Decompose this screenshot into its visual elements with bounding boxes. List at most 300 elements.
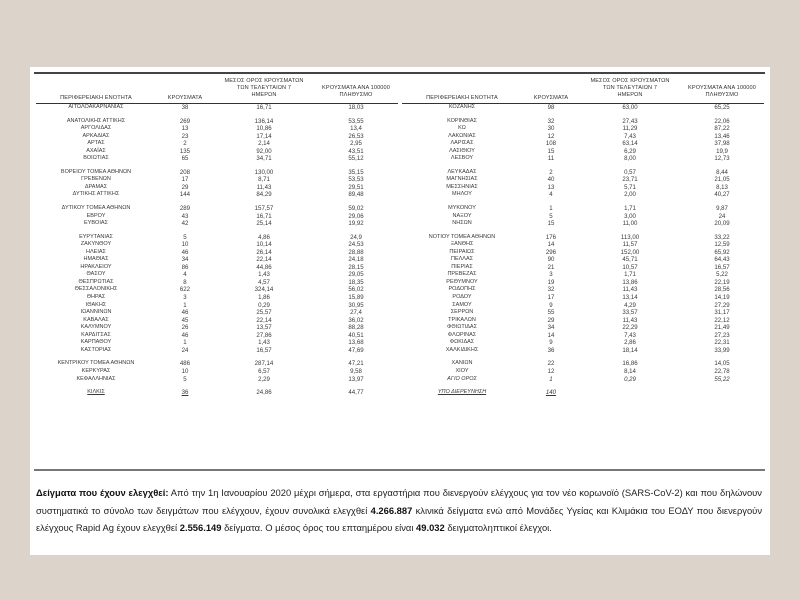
region-cell: ΣΑΜΟΥ	[452, 301, 472, 308]
table-row	[36, 294, 398, 302]
region-cell: ΚΕΡΚΥΡΑΣ	[81, 367, 111, 374]
per100k-cell: 29,05	[348, 271, 364, 279]
table-row	[402, 176, 764, 184]
avg7-cell: 18,14	[622, 346, 638, 354]
table-row	[36, 184, 398, 192]
table-row	[402, 118, 764, 126]
per100k-cell: 19,9	[716, 147, 728, 155]
table-row	[402, 213, 764, 221]
note-part2: κλινικά δείγματα ενώ από Μονάδες Υγείας και Κλιμάκια του ΕΟΔΥ που διενεργούν ελέγχους Rapid Ag έχουν ελεγχθεί	[36, 504, 763, 533]
region-cell: ΦΩΚΙΔΑΣ	[449, 339, 475, 346]
cases-cell: 34	[181, 256, 189, 264]
table-row	[36, 360, 398, 368]
cases-cell: 10	[181, 367, 189, 375]
cases-cell: 140	[545, 389, 557, 397]
region-cell: ΚΟΡΙΝΘΙΑΣ	[447, 117, 477, 124]
per100k-cell: 29,51	[348, 183, 364, 191]
avg7-cell: 10,57	[622, 263, 638, 271]
avg7-cell: 0,29	[258, 301, 270, 309]
table-row	[36, 302, 398, 310]
cases-cell: 30	[547, 125, 555, 133]
avg7-cell: 2,00	[624, 191, 636, 199]
region-cell: ΘΕΣΠΡΩΤΙΑΣ	[78, 278, 114, 285]
table-row	[36, 140, 398, 148]
region-cell: ΝΗΣΩΝ	[452, 220, 472, 227]
table-header	[36, 74, 398, 104]
per100k-cell: 27,4	[350, 309, 362, 317]
cases-cell: 34	[547, 324, 555, 332]
left-table	[36, 74, 398, 397]
region-cell: ΡΟΔΟΠΗΣ	[448, 286, 476, 293]
avg7-cell: 0,57	[624, 168, 636, 176]
region-cell: ΚΑΣΤΟΡΙΑΣ	[80, 346, 112, 353]
avg7-cell: 11,57	[622, 241, 638, 249]
region-cell: ΞΑΝΘΗΣ	[450, 241, 474, 248]
cases-cell: 22	[547, 360, 555, 368]
table-row	[36, 234, 398, 242]
cases-cell: 5	[183, 233, 187, 241]
region-cell: ΚΕΝΤΡΙΚΟΥ ΤΟΜΕΑ ΑΘΗΝΩΝ	[57, 360, 135, 367]
table-row	[36, 309, 398, 317]
per100k-cell: 30,95	[348, 301, 364, 309]
table-row	[402, 104, 764, 112]
table-row	[36, 286, 398, 294]
cases-cell: 1	[549, 375, 553, 383]
avg7-cell: 4,29	[624, 301, 636, 309]
per100k-cell: 28,56	[714, 286, 730, 294]
per100k-cell: 28,15	[348, 263, 364, 271]
region-cell: ΛΑΡΙΣΑΣ	[450, 140, 474, 147]
avg7-cell: 113,00	[620, 233, 640, 241]
table-row	[402, 148, 764, 156]
avg7-cell: 25,14	[256, 220, 272, 228]
region-cell: ΡΟΔΟΥ	[452, 294, 472, 301]
avg7-cell: 11,43	[622, 286, 638, 294]
region-cell: ΓΡΕΒΕΝΩΝ	[81, 176, 111, 183]
cases-cell: 98	[547, 104, 555, 111]
avg7-cell: 17,14	[256, 132, 272, 140]
table-body	[36, 104, 398, 397]
avg7-cell: 324,14	[254, 286, 274, 294]
avg7-cell: 11,00	[622, 220, 638, 228]
table-row	[36, 191, 398, 199]
per100k-cell: 13,68	[348, 339, 364, 347]
cases-cell: 622	[179, 286, 191, 294]
table-row	[402, 264, 764, 272]
avg7-cell: 1,71	[624, 271, 636, 279]
per100k-cell: 64,43	[714, 256, 730, 264]
cases-cell: 9	[549, 301, 553, 309]
table-row	[36, 279, 398, 287]
per100k-cell: 14,05	[714, 360, 730, 368]
cases-cell: 36	[181, 389, 189, 397]
note-lead: Δείγματα που έχουν ελεγχθεί:	[36, 487, 169, 499]
region-cell: ΤΡΙΚΑΛΩΝ	[448, 316, 476, 323]
per100k-cell: 13,4	[350, 125, 362, 133]
cases-cell: 14	[547, 331, 555, 339]
avg7-cell: 6,29	[624, 147, 636, 155]
cases-cell: 4	[183, 271, 187, 279]
avg7-cell: 1,43	[258, 339, 270, 347]
table-row	[402, 220, 764, 228]
avg7-cell: 10,86	[256, 125, 272, 133]
table-row	[36, 317, 398, 325]
note-part1: Από την 1η Ιανουαρίου 2020 μέχρι σήμερα, στα εργαστήρια που διενεργούν ελέγχους για τον νέο κορωνοϊό (SARS-CoV-2) και που δηλώνουν συστηματικά το σύνολο των δειγμάτων που ελέγχουν, έχουν συνολικά ελεγχθεί	[36, 487, 762, 516]
cases-cell: 3	[549, 271, 553, 279]
header-avg7-line2: ΤΩΝ ΤΕΛΕΥΤΑΙΩΝ 7	[602, 85, 658, 92]
region-cell: ΙΘΑΚΗΣ	[85, 301, 107, 308]
table-row	[402, 256, 764, 264]
cases-cell: 55	[547, 309, 555, 317]
region-cell: ΚΙΛΚΙΣ	[87, 389, 105, 396]
region-cell: ΛΑΣΙΘΙΟΥ	[449, 147, 475, 154]
avg7-cell: 6,57	[258, 367, 270, 375]
per100k-cell: 89,48	[348, 191, 364, 199]
avg7-cell: 7,43	[624, 132, 636, 140]
document-page	[30, 67, 770, 555]
table-row	[402, 360, 764, 368]
cases-cell: 1	[549, 205, 553, 213]
per100k-cell: 53,55	[348, 117, 364, 125]
per100k-cell: 21,49	[714, 324, 730, 332]
avg7-cell: 136,14	[254, 117, 274, 125]
cases-cell: 17	[547, 294, 555, 302]
avg7-cell: 16,71	[256, 212, 272, 220]
cases-cell: 135	[179, 147, 191, 155]
cases-cell: 11	[547, 155, 555, 163]
region-cell: ΚΑΛΥΜΝΟΥ	[80, 324, 112, 331]
per100k-cell: 31,17	[714, 309, 730, 317]
avg7-cell: 26,14	[256, 248, 272, 256]
cases-cell: 24	[181, 346, 189, 354]
cases-cell: 36	[547, 346, 555, 354]
per100k-cell: 88,28	[348, 324, 364, 332]
region-cell: ΔΡΑΜΑΣ	[84, 183, 108, 190]
per100k-cell: 22,78	[714, 367, 730, 375]
table-row	[402, 324, 764, 332]
table-row	[36, 118, 398, 126]
region-cell: ΑΡΓΟΛΙΔΑΣ	[80, 125, 112, 132]
table-row	[402, 317, 764, 325]
per100k-cell: 26,53	[348, 132, 364, 140]
table-body	[402, 104, 764, 397]
avg7-cell: 24,86	[256, 389, 272, 397]
avg7-cell: 5,71	[624, 183, 636, 191]
cases-cell: 5	[549, 212, 553, 220]
per100k-cell: 8,13	[716, 183, 728, 191]
per100k-cell: 22,19	[714, 278, 730, 286]
avg7-cell: 1,86	[258, 294, 270, 302]
avg7-cell: 1,43	[258, 271, 270, 279]
header-cases: ΚΡΟΥΣΜΑΤΑ	[167, 94, 203, 101]
avg7-cell: 4,86	[258, 233, 270, 241]
avg7-cell: 22,14	[256, 256, 272, 264]
header-per100k	[314, 85, 398, 99]
per100k-cell: 9,58	[350, 367, 362, 375]
header-avg7	[580, 78, 680, 100]
per100k-cell: 43,51	[348, 147, 364, 155]
region-cell: ΚΟΖΑΝΗΣ	[448, 104, 476, 110]
per100k-cell: 40,27	[714, 191, 730, 199]
avg7-cell: 2,14	[258, 140, 270, 148]
avg7-cell: 11,29	[622, 125, 638, 133]
table-row	[402, 140, 764, 148]
cases-cell: 2	[549, 168, 553, 176]
avg7-cell: 33,57	[622, 309, 638, 317]
table-row	[36, 347, 398, 355]
header-avg7	[214, 78, 314, 100]
region-cell: ΠΕΙΡΑΙΩΣ	[449, 248, 475, 255]
table-row	[402, 205, 764, 213]
region-cell: ΑΡΤΑΣ	[87, 140, 105, 147]
header-cases: ΚΡΟΥΣΜΑΤΑ	[533, 94, 569, 101]
per100k-cell: 13,46	[714, 132, 730, 140]
cases-cell: 12	[547, 367, 555, 375]
avg7-cell: 63,14	[622, 140, 638, 148]
cases-cell: 32	[547, 117, 555, 125]
per100k-cell: 35,15	[348, 168, 364, 176]
region-cell: ΑΙΤΩΛΟΑΚΑΡΝΑΝΙΑΣ	[68, 104, 124, 110]
avg7-cell: 10,14	[256, 241, 272, 249]
cases-cell: 108	[545, 140, 557, 148]
header-avg7-line2: ΤΩΝ ΤΕΛΕΥΤΑΙΩΝ 7	[236, 85, 292, 92]
table-row	[402, 169, 764, 177]
region-cell: ΠΙΕΡΙΑΣ	[451, 263, 473, 270]
per100k-cell: 9,87	[716, 205, 728, 213]
avg7-cell: 0,29	[624, 375, 636, 383]
per100k-cell: 44,77	[348, 389, 364, 397]
avg7-cell: 4,57	[258, 278, 270, 286]
cases-cell: 269	[179, 117, 191, 125]
per100k-cell: 36,02	[348, 316, 364, 324]
region-cell: ΚΩ	[458, 125, 466, 132]
cases-cell: 4	[549, 191, 553, 199]
region-cell: ΖΑΚΥΝΘΟΥ	[80, 241, 112, 248]
cases-cell: 86	[181, 263, 189, 271]
table-row	[402, 184, 764, 192]
table-row	[36, 271, 398, 279]
per100k-cell: 29,06	[348, 212, 364, 220]
avg7-cell: 22,14	[256, 316, 272, 324]
cases-cell: 90	[547, 256, 555, 264]
region-cell: ΛΕΥΚΑΔΑΣ	[447, 168, 477, 175]
per100k-cell: 15,89	[348, 294, 364, 302]
samples-note	[36, 484, 762, 536]
table-row	[402, 286, 764, 294]
region-cell: ΕΥΡΥΤΑΝΙΑΣ	[79, 233, 113, 240]
avg7-cell: 22,29	[622, 324, 638, 332]
avg7-cell: 16,71	[256, 104, 272, 111]
per100k-cell: 33,99	[714, 346, 730, 354]
table-header	[402, 74, 764, 104]
region-cell: ΗΛΕΙΑΣ	[86, 248, 106, 255]
region-cell: ΑΝΑΤΟΛΙΚΗΣ ΑΤΤΙΚΗΣ	[66, 117, 126, 124]
per100k-cell: 22,31	[714, 339, 730, 347]
region-cell: ΧΙΟΥ	[455, 367, 469, 374]
cases-cell: 17	[181, 176, 189, 184]
region-cell: ΝΟΤΙΟΥ ΤΟΜΕΑ ΑΘΗΝΩΝ	[428, 233, 496, 240]
cases-cell: 5	[183, 375, 187, 383]
table-row	[36, 213, 398, 221]
cases-cell: 29	[547, 316, 555, 324]
avg7-cell: 84,29	[256, 191, 272, 199]
table-row	[402, 347, 764, 355]
per100k-cell: 24,9	[350, 233, 362, 241]
cases-cell: 21	[547, 263, 555, 271]
per100k-cell: 12,59	[714, 241, 730, 249]
avg7-cell: 1,71	[624, 205, 636, 213]
region-cell: ΘΕΣΣΑΛΟΝΙΚΗΣ	[74, 286, 118, 293]
per100k-cell: 37,98	[714, 140, 730, 148]
table-row	[402, 133, 764, 141]
per100k-cell: 8,44	[716, 168, 728, 176]
table-row	[36, 324, 398, 332]
region-cell: ΚΕΦΑΛΛΗΝΙΑΣ	[76, 375, 116, 382]
cases-cell: 2	[183, 140, 187, 148]
cases-cell: 1	[183, 301, 187, 309]
cases-cell: 1	[183, 339, 187, 347]
table-row	[36, 256, 398, 264]
per100k-cell: 14,19	[714, 294, 730, 302]
table-row	[402, 249, 764, 257]
region-cell: ΚΑΒΑΛΑΣ	[83, 316, 109, 323]
region-cell: ΚΑΡΔΙΤΣΑΣ	[81, 331, 111, 338]
header-per100k-line1: ΚΡΟΥΣΜΑΤΑ ΑΝΑ 100000	[322, 85, 390, 91]
cases-cell: 15	[547, 147, 555, 155]
header-avg7-line1: ΜΕΣΟΣ ΟΡΟΣ ΚΡΟΥΣΜΑΤΩΝ	[224, 78, 304, 84]
cases-cell: 40	[547, 176, 555, 184]
region-cell: ΔΥΤΙΚΗΣ ΑΤΤΙΚΗΣ	[72, 191, 120, 198]
region-cell: ΣΕΡΡΩΝ	[450, 309, 474, 316]
cases-cell: 65	[181, 155, 189, 163]
avg7-cell: 11,43	[256, 183, 272, 191]
header-per100k-line2: ΠΛΗΘΥΣΜΟ	[339, 92, 373, 99]
per100k-cell: 19,92	[348, 220, 364, 228]
table-row	[402, 234, 764, 242]
avg7-cell: 8,14	[624, 367, 636, 375]
cases-cell: 46	[181, 331, 189, 339]
per100k-cell: 87,22	[714, 125, 730, 133]
per100k-cell: 18,35	[348, 278, 364, 286]
cases-cell: 32	[547, 286, 555, 294]
cases-cell: 144	[179, 191, 191, 199]
per100k-cell: 53,53	[348, 176, 364, 184]
cases-cell: 42	[181, 220, 189, 228]
table-row	[36, 332, 398, 340]
table-row	[36, 389, 398, 397]
table-row	[36, 104, 398, 112]
region-cell: ΙΩΑΝΝΙΝΩΝ	[80, 309, 112, 316]
region-cell: ΜΑΓΝΗΣΙΑΣ	[446, 176, 478, 183]
table-row	[402, 241, 764, 249]
cases-cell: 14	[547, 241, 555, 249]
per100k-cell: 2,95	[350, 140, 362, 148]
region-cell: ΦΘΙΩΤΙΔΑΣ	[447, 324, 477, 331]
per100k-cell: 47,21	[348, 360, 364, 368]
per100k-cell: 21,05	[714, 176, 730, 184]
avg7-cell: 2,29	[258, 375, 270, 383]
region-cell: ΑΡΚΑΔΙΑΣ	[82, 132, 110, 139]
region-cell: ΔΥΤΙΚΟΥ ΤΟΜΕΑ ΑΘΗΝΩΝ	[61, 205, 131, 212]
per100k-cell: 55,22	[714, 375, 730, 383]
table-row	[36, 133, 398, 141]
per100k-cell: 27,29	[714, 301, 730, 309]
cases-cell: 23	[181, 132, 189, 140]
per100k-cell: 33,22	[714, 233, 730, 241]
header-avg7-line3: ΗΜΕΡΩΝ	[251, 92, 277, 99]
table-row	[36, 169, 398, 177]
region-cell: ΠΡΕΒΕΖΑΣ	[447, 271, 477, 278]
region-cell: ΝΑΞΟΥ	[452, 212, 472, 219]
table-row	[402, 271, 764, 279]
per100k-cell: 5,22	[716, 271, 728, 279]
cases-cell: 19	[547, 278, 555, 286]
avg7-cell: 130,00	[254, 168, 274, 176]
cases-cell: 486	[179, 360, 191, 368]
per100k-cell: 56,02	[348, 286, 364, 294]
table-row	[402, 332, 764, 340]
avg7-cell: 16,86	[622, 360, 638, 368]
avg7-cell: 16,57	[256, 346, 272, 354]
cases-cell: 208	[179, 168, 191, 176]
per100k-cell: 20,09	[714, 220, 730, 228]
table-row	[402, 302, 764, 310]
table-row	[402, 339, 764, 347]
per100k-cell: 40,51	[348, 331, 364, 339]
region-cell: ΛΕΣΒΟΥ	[450, 155, 474, 162]
cases-cell: 8	[183, 278, 187, 286]
per100k-cell: 59,02	[348, 205, 364, 213]
cases-cell: 13	[547, 183, 555, 191]
table-row	[36, 176, 398, 184]
per100k-cell: 47,69	[348, 346, 364, 354]
region-cell: ΧΑΝΙΩΝ	[451, 360, 473, 367]
avg7-cell: 45,71	[622, 256, 638, 264]
per100k-cell: 22,12	[714, 316, 730, 324]
avg7-cell: 3,00	[624, 212, 636, 220]
table-row	[402, 294, 764, 302]
header-region: ΠΕΡΙΦΕΡΕΙΑΚΗ ΕΝΟΤΗΤΑ	[426, 94, 498, 101]
avg7-cell: 13,14	[622, 294, 638, 302]
region-cell: ΜΕΣΣΗΝΙΑΣ	[446, 183, 478, 190]
per100k-cell: 65,25	[714, 104, 730, 111]
table-row	[36, 205, 398, 213]
cases-cell: 12	[547, 132, 555, 140]
cases-cell: 296	[545, 248, 557, 256]
table-row	[36, 339, 398, 347]
table-row	[402, 376, 764, 384]
per100k-cell: 16,57	[714, 263, 730, 271]
header-avg7-line1: ΜΕΣΟΣ ΟΡΟΣ ΚΡΟΥΣΜΑΤΩΝ	[590, 78, 670, 84]
header-per100k-line2: ΠΛΗΘΥΣΜΟ	[705, 92, 739, 99]
region-cell: ΧΑΛΚΙΔΙΚΗΣ	[445, 346, 479, 353]
per100k-cell: 28,88	[348, 248, 364, 256]
header-region: ΠΕΡΙΦΕΡΕΙΑΚΗ ΕΝΟΤΗΤΑ	[60, 94, 132, 101]
region-cell: ΒΟΡΕΙΟΥ ΤΟΜΕΑ ΑΘΗΝΩΝ	[60, 168, 132, 175]
per100k-cell: 24	[718, 212, 726, 220]
region-cell: ΛΑΚΩΝΙΑΣ	[448, 132, 476, 139]
table-row	[36, 125, 398, 133]
cases-cell: 43	[181, 212, 189, 220]
header-per100k-line1: ΚΡΟΥΣΜΑΤΑ ΑΝΑ 100000	[688, 85, 756, 91]
avg7-cell: 157,57	[254, 205, 274, 213]
avg7-cell: 27,43	[622, 117, 638, 125]
avg7-cell: 63,00	[622, 104, 638, 111]
table-row	[402, 279, 764, 287]
per100k-cell: 18,03	[348, 104, 364, 111]
rapid-samples-count: 2.556.149	[179, 521, 222, 533]
region-cell: ΑΧΑΪΑΣ	[86, 147, 106, 154]
